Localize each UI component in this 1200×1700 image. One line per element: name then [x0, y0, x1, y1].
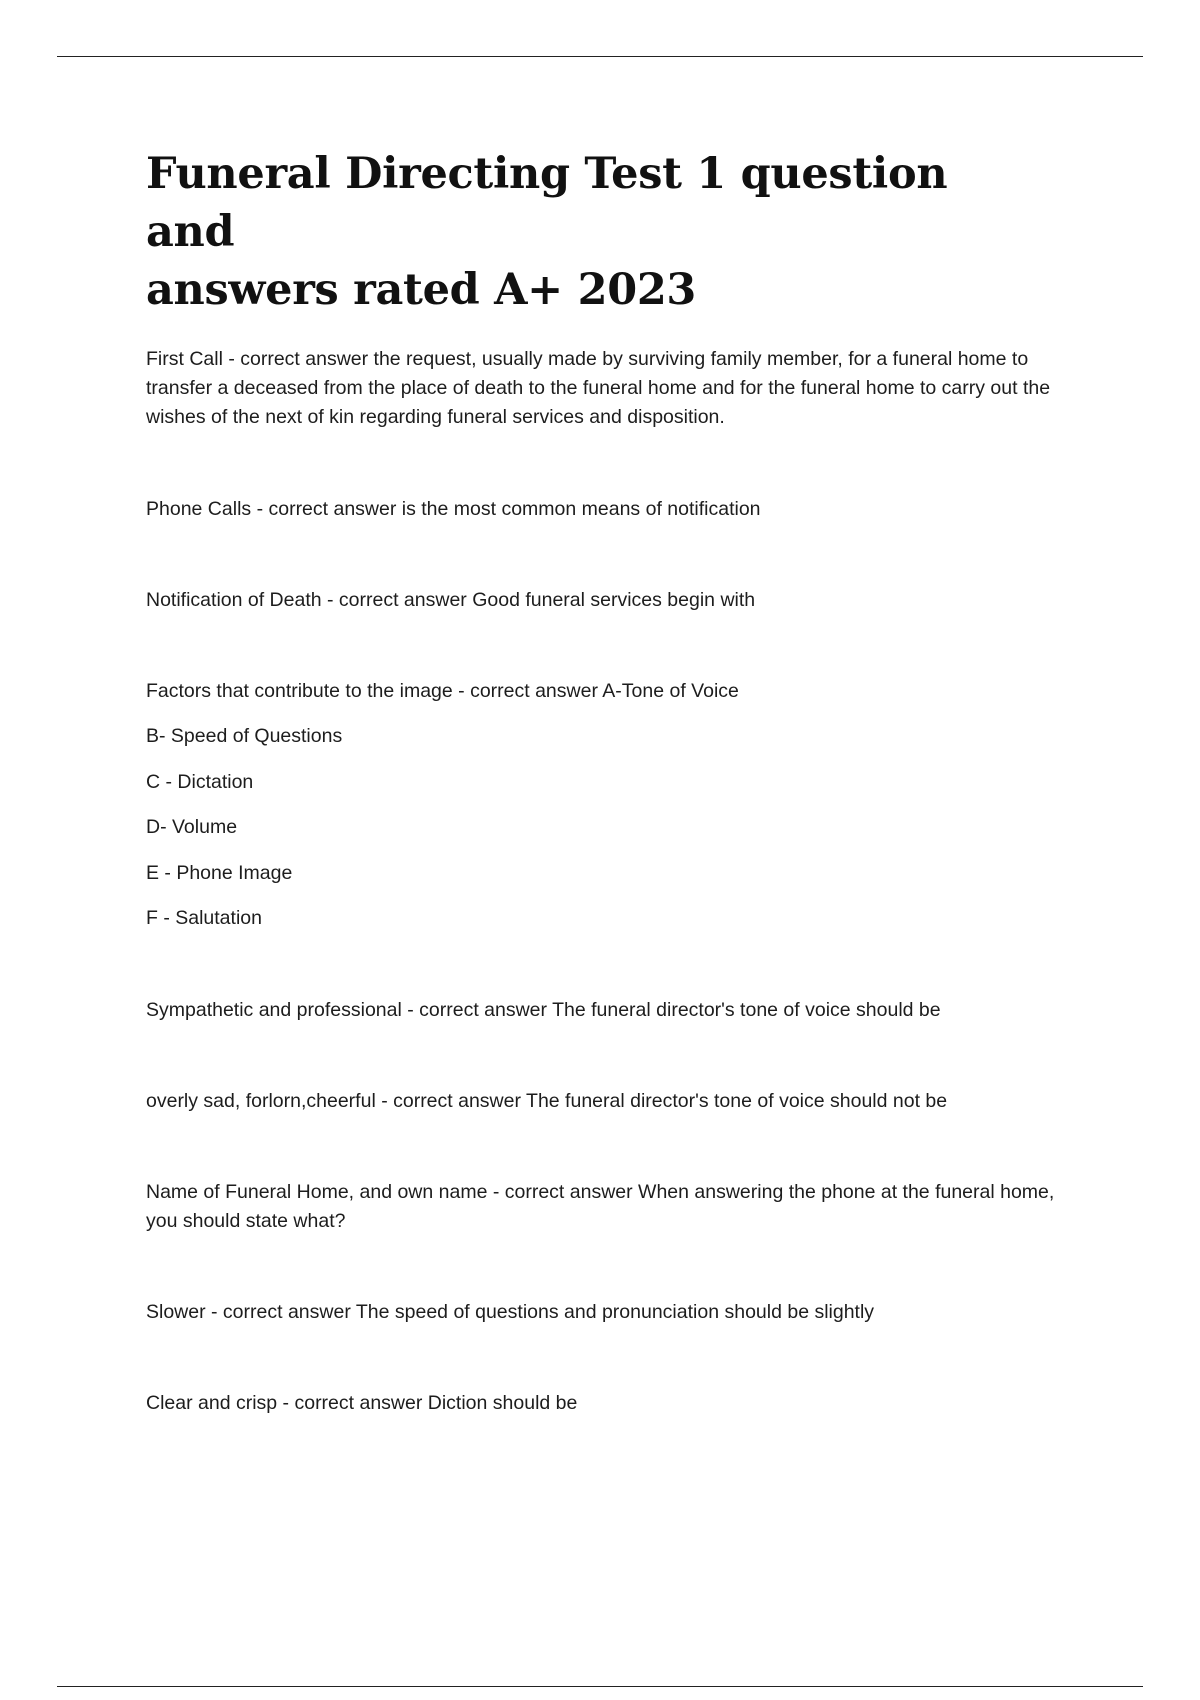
entry-first-call: First Call - correct answer the request, usually made by surviving family member, for a funeral home to transfer a deceased from the place of death to the funeral home and for the funeral home to carry out the wishes of the next of kin regarding funeral services and disposition.: [146, 348, 1051, 428]
entry-phone-calls: Phone Calls - correct answer is the most common means of notification: [146, 498, 761, 520]
entry-tone-should-be: Sympathetic and professional - correct answer The funeral director's tone of voice should be: [146, 999, 941, 1021]
entry-option-e: E - Phone Image: [146, 862, 293, 884]
entry-speed-of-questions: Slower - correct answer The speed of questions and pronunciation should be slightly: [146, 1301, 875, 1323]
document-title: [146, 145, 1046, 319]
entry-tone-should-not-be: overly sad, forlorn,cheerful - correct answer The funeral director's tone of voice should not be: [146, 1090, 948, 1112]
entry-diction: Clear and crisp - correct answer Diction should be: [146, 1392, 578, 1414]
entry-option-f: F - Salutation: [146, 907, 262, 929]
entry-answering-phone: Name of Funeral Home, and own name - correct answer When answering the phone at the funeral home, you should state what?: [146, 1181, 1055, 1232]
entry-notification-of-death: Notification of Death - correct answer Good funeral services begin with: [146, 589, 756, 611]
entry-option-b: B- Speed of Questions: [146, 725, 343, 747]
bottom-rule: [57, 1686, 1143, 1687]
title-line-2: answers rated A+ 2023: [146, 265, 697, 315]
top-rule: [57, 56, 1143, 57]
entry-option-d: D- Volume: [146, 816, 238, 838]
title-line-1: Funeral Directing Test 1 question and: [146, 149, 948, 257]
entry-option-c: C - Dictation: [146, 771, 254, 793]
entry-factors-image: Factors that contribute to the image - correct answer A-Tone of Voice: [146, 680, 739, 702]
